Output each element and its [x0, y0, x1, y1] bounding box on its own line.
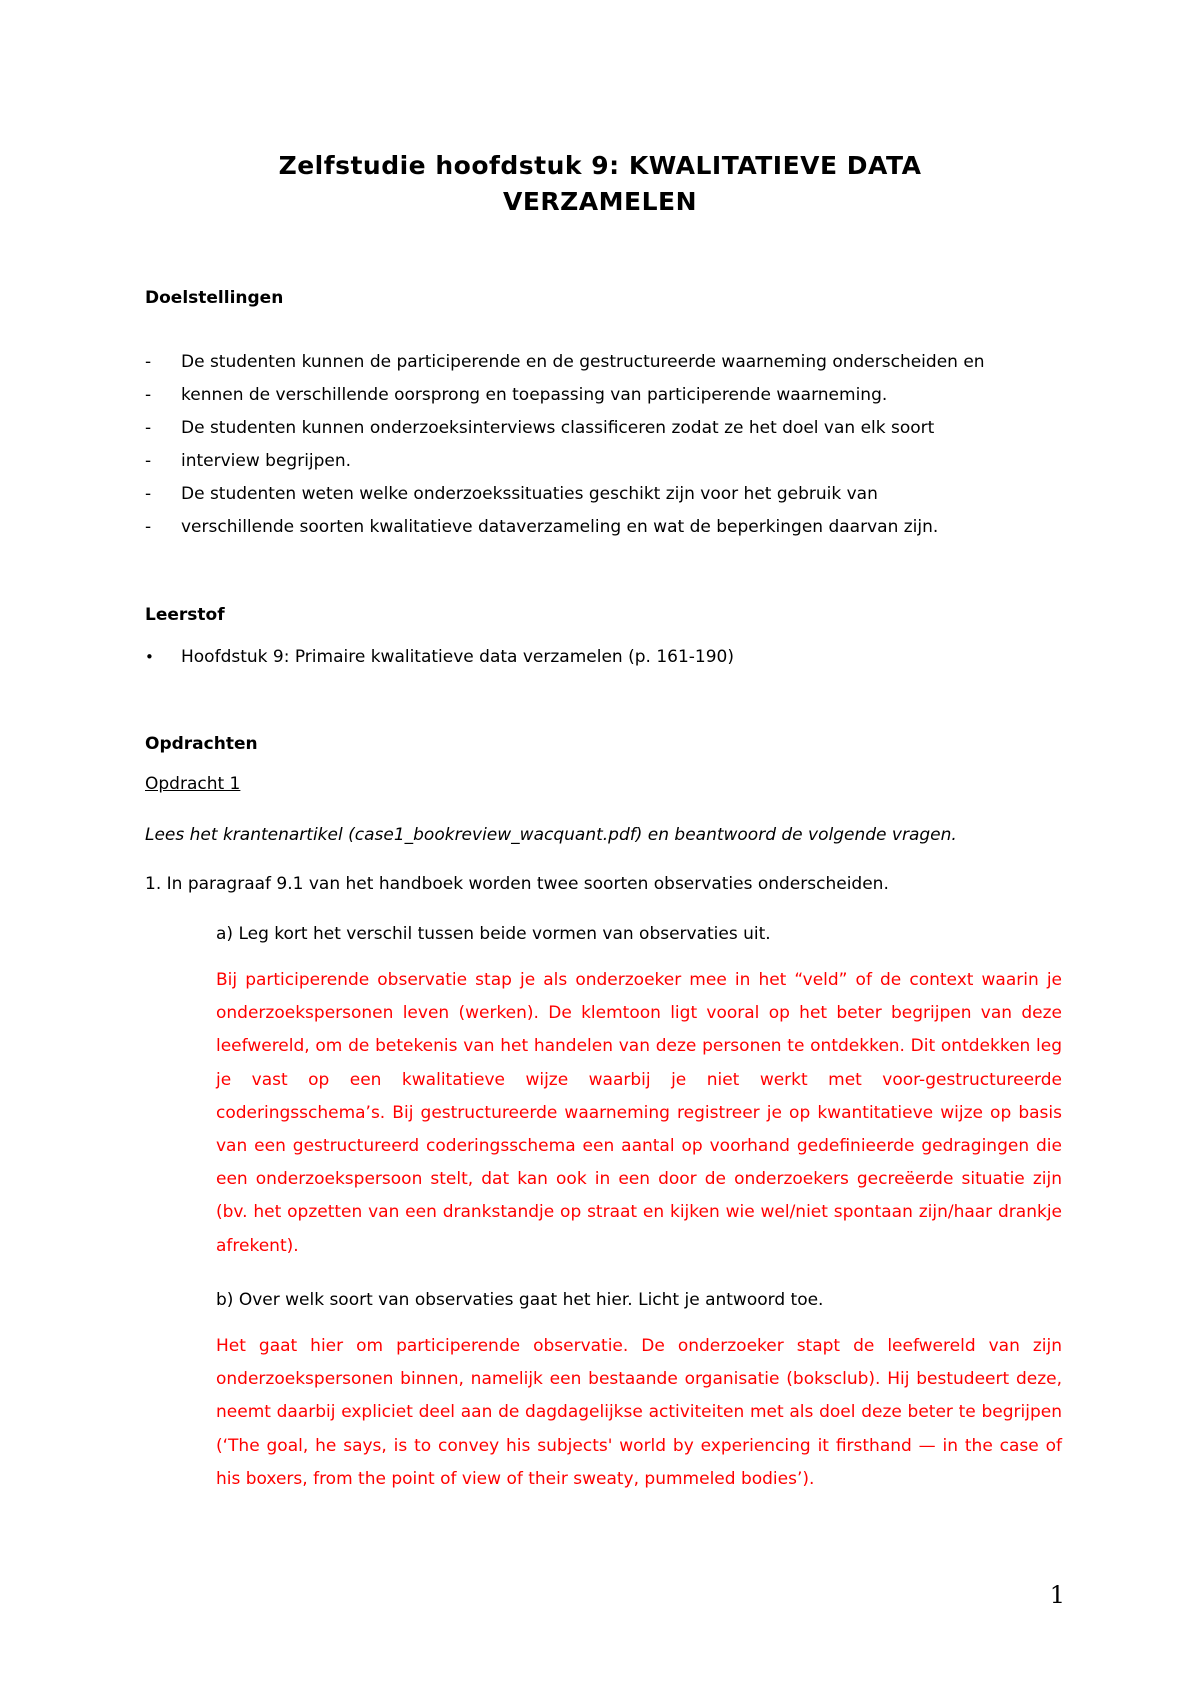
question-1: 1. In paragraaf 9.1 van het handboek worden twee soorten observaties onderscheiden. — [145, 874, 889, 894]
goal-text: De studenten kunnen onderzoeksinterviews classificeren zodat ze het doel van elk soort — [181, 418, 935, 438]
list-item — [145, 412, 1065, 445]
dash-marker: - — [145, 517, 152, 537]
question-1a: a) Leg kort het verschil tussen beide vormen van observaties uit. — [216, 924, 771, 944]
list-item — [145, 478, 1065, 511]
material-list — [145, 641, 734, 674]
page-number: 1 — [1049, 1581, 1065, 1609]
list-item — [145, 346, 1065, 379]
goal-text: verschillende soorten kwalitatieve dataverzameling en wat de beperkingen daarvan zijn. — [181, 517, 939, 537]
document-title — [145, 148, 1055, 220]
answer-1a: Bij participerende observatie stap je als onderzoeker mee in het “veld” of de context waarin je onderzoekspersonen leven (werken). De klemtoon ligt vooral op het beter begrijpen van deze leefwereld, om de betekenis van het handelen van deze personen te ontdekken. Dit ontdekken leg je vast op een kwalitatieve wijze waarbij je niet werkt met voor-gestructureerde coderingsschema’s. Bij gestructureerde waarneming registreer je op kwantitatieve wijze op basis van een gestructureerd coderingsschema een aantal op voorhand gedefinieerde gedragingen die een onderzoekspersoon stelt, dat kan ook in een door de onderzoekers gecreëerde situatie zijn (bv. het opzetten van een drankstandje op straat en kijken wie wel/niet spontaan zijn/haar drankje afrekent). — [216, 970, 1062, 1256]
material-heading: Leerstof — [145, 605, 225, 625]
dash-marker: - — [145, 484, 152, 504]
goal-text: De studenten weten welke onderzoekssituaties geschikt zijn voor het gebruik van — [181, 484, 878, 504]
list-item — [145, 379, 1065, 412]
question-1b: b) Over welk soort van observaties gaat het hier. Licht je antwoord toe. — [216, 1290, 824, 1310]
assignment-instruction: Lees het krantenartikel (case1_bookreview_wacquant.pdf) en beantwoord de volgende vragen. — [145, 825, 957, 845]
goal-text: interview begrijpen. — [181, 451, 352, 471]
dash-marker: - — [145, 352, 152, 372]
dash-marker: - — [145, 385, 152, 405]
bullet-marker: • — [145, 648, 154, 666]
title-line-1: Zelfstudie hoofdstuk 9: KWALITATIEVE DATA — [278, 151, 922, 180]
assignments-heading: Opdrachten — [145, 734, 258, 754]
goal-text: kennen de verschillende oorsprong en toepassing van participerende waarneming. — [181, 385, 888, 405]
title-line-2: VERZAMELEN — [502, 187, 698, 216]
answer-1b: Het gaat hier om participerende observatie. De onderzoeker stapt de leefwereld van zijn onderzoekspersonen binnen, namelijk een bestaande organisatie (boksclub). Hij bestudeert deze, neemt daarbij expliciet deel aan de dagdagelijkse activiteiten met als doel deze beter te begrijpen (‘The goal, he says, is to convey his subjects' world by experiencing it firsthand — in the case of his boxers, from the point of view of their sweaty, pummeled bodies’). — [216, 1336, 1062, 1489]
goals-heading: Doelstellingen — [145, 288, 284, 308]
list-item — [145, 445, 1065, 478]
material-text: Hoofdstuk 9: Primaire kwalitatieve data verzamelen (p. 161-190) — [181, 647, 734, 667]
goal-text: De studenten kunnen de participerende en de gestructureerde waarneming onderscheiden en — [181, 352, 985, 372]
dash-marker: - — [145, 451, 152, 471]
dash-marker: - — [145, 418, 152, 438]
assignment-1-label: Opdracht 1 — [145, 774, 241, 794]
goals-list — [145, 346, 1065, 544]
list-item — [145, 511, 1065, 544]
list-item — [145, 641, 734, 674]
